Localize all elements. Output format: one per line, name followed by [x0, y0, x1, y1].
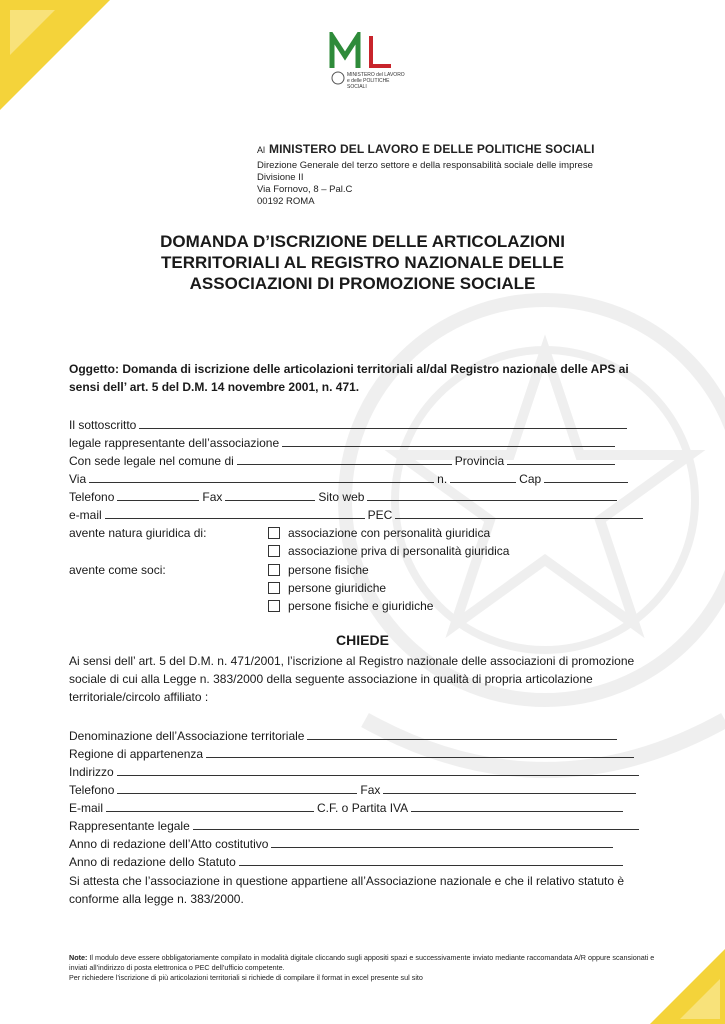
label-cap: Cap	[519, 472, 542, 486]
comune-field[interactable]	[237, 453, 452, 465]
cap-field[interactable]	[544, 471, 628, 483]
subject-text: Oggetto: Domanda di iscrizione delle articolazioni territoriali al/dal Registro nazionale delle APS ai sensi dell’ art. 5 del D.M. 14 novembre 2001, n. 471.	[69, 362, 629, 394]
logo-caption-line2: e delle POLITICHE SOCIALI	[347, 78, 390, 90]
regione-field[interactable]	[206, 746, 634, 758]
label-rappresentante: Rappresentante legale	[69, 819, 190, 833]
label-fax: Fax	[360, 783, 381, 797]
label-email: e-mail	[69, 508, 102, 522]
logo-caption-line1: MINISTERO del LAVORO	[347, 72, 405, 78]
natura-option[interactable]	[268, 525, 490, 541]
form-row-regione	[69, 746, 637, 762]
form-row-atto	[69, 836, 616, 852]
label-sottoscritto: Il sottoscritto	[69, 418, 137, 432]
checkbox[interactable]	[268, 527, 280, 539]
denominazione-field[interactable]	[307, 728, 617, 740]
label-indirizzo: Indirizzo	[69, 765, 114, 779]
form-row-indirizzo	[69, 764, 642, 780]
sito-web-field[interactable]	[367, 489, 617, 501]
email-field[interactable]	[106, 800, 314, 812]
corner-decoration-top-left	[0, 0, 110, 110]
recipient-prefix: Al	[257, 145, 266, 155]
option-label: persone fisiche e giuridiche	[288, 599, 434, 613]
recipient-line: 00192 ROMA	[257, 196, 315, 207]
note-text: Il modulo deve essere obbligatoriamente compilato in modalità digitale cliccando sugli appositi spazi e successivamente inviato mediante raccomandata A/R oppure scansionati e inviati all’indirizzo di posta elettronica o PEC dell’ufficio competente.	[69, 953, 655, 972]
label-pec: PEC	[367, 508, 393, 522]
form-row-email	[69, 507, 646, 523]
sottoscritto-field[interactable]	[139, 417, 627, 429]
fax-field[interactable]	[225, 489, 315, 501]
indirizzo-field[interactable]	[117, 764, 639, 776]
numero-field[interactable]	[450, 471, 516, 483]
checkbox[interactable]	[268, 600, 280, 612]
legale-field[interactable]	[282, 435, 615, 447]
form-row-legale	[69, 435, 618, 451]
statuto-field[interactable]	[239, 854, 623, 866]
title-line: DOMANDA D’ISCRIZIONE DELLE ARTICOLAZIONI	[160, 232, 565, 251]
checkbox[interactable]	[268, 564, 280, 576]
footer-note	[69, 953, 669, 983]
form-row-sottoscritto	[69, 417, 630, 433]
pec-field[interactable]	[395, 507, 643, 519]
checkbox[interactable]	[268, 545, 280, 557]
chiede-paragraph: Ai sensi dell’ art. 5 del D.M. n. 471/2001, l’iscrizione al Registro nazionale delle associazioni di promozione sociale di cui alla Legge n. 383/2000 della seguente associazione in qualità di propria articolazione territoriale/circolo affiliato :	[69, 654, 635, 704]
soci-option[interactable]	[268, 598, 433, 614]
label-atto: Anno di redazione dell’Atto costitutivo	[69, 837, 269, 851]
natura-label: avente natura giuridica di:	[69, 526, 207, 540]
label-telefono: Telefono	[69, 490, 115, 504]
atto-field[interactable]	[271, 836, 613, 848]
label-numero: n.	[437, 472, 448, 486]
email-field[interactable]	[105, 507, 365, 519]
label-provincia: Provincia	[454, 454, 505, 468]
label-cf-piva: C.F. o Partita IVA	[317, 801, 409, 815]
via-field[interactable]	[89, 471, 434, 483]
title-line: TERRITORIALI AL REGISTRO NAZIONALE DELLE	[161, 253, 564, 272]
option-label: associazione priva di personalità giuridica	[288, 544, 510, 558]
form-row-sede	[69, 453, 618, 469]
natura-option[interactable]	[268, 543, 509, 559]
cf-piva-field[interactable]	[411, 800, 623, 812]
recipient-line: Divisione II	[257, 172, 304, 183]
note-label: Note:	[69, 953, 88, 962]
recipient-line: Via Fornovo, 8 – Pal.C	[257, 184, 353, 195]
option-label: persone fisiche	[288, 563, 369, 577]
telefono-field[interactable]	[117, 489, 199, 501]
provincia-field[interactable]	[507, 453, 615, 465]
recipient-line: Direzione Generale del terzo settore e della responsabilità sociale delle imprese	[257, 160, 593, 171]
form-row-telefono	[69, 489, 620, 505]
recipient-ministry: MINISTERO DEL LAVORO E DELLE POLITICHE SOCIALI	[269, 142, 595, 156]
label-sito-web: Sito web	[318, 490, 365, 504]
label-via: Via	[69, 472, 87, 486]
attesta-paragraph: Si attesta che l’associazione in questione appartiene all’Associazione nazionale e che il relativo statuto è conforme alla legge n. 383/2000.	[69, 874, 625, 906]
label-email: E-mail	[69, 801, 104, 815]
checkbox[interactable]	[268, 582, 280, 594]
label-denominazione: Denominazione dell’Associazione territoriale	[69, 729, 305, 743]
chiede-heading: CHIEDE	[336, 632, 389, 648]
option-label: persone giuridiche	[288, 581, 387, 595]
form-row-email2	[69, 800, 626, 816]
soci-option[interactable]	[268, 580, 386, 596]
form-row-rappresentante	[69, 818, 642, 834]
title-line: ASSOCIAZIONI DI PROMOZIONE SOCIALE	[189, 274, 536, 293]
form-row-telefono2	[69, 782, 639, 798]
label-legale: legale rappresentante dell’associazione	[69, 436, 280, 450]
document-title	[90, 231, 635, 294]
form-row-statuto	[69, 854, 626, 870]
telefono-field[interactable]	[117, 782, 357, 794]
label-fax: Fax	[202, 490, 223, 504]
fax-field[interactable]	[383, 782, 636, 794]
note-text: Per richiedere l’iscrizione di più articolazioni territoriali si richiede di compilare il format in excel presente sul sito	[69, 973, 423, 982]
label-statuto: Anno di redazione dello Statuto	[69, 855, 236, 869]
recipient-address	[257, 143, 595, 208]
soci-option[interactable]	[268, 562, 369, 578]
rappresentante-field[interactable]	[193, 818, 639, 830]
logo-caption	[347, 72, 407, 90]
label-sede: Con sede legale nel comune di	[69, 454, 234, 468]
form-row-denominazione	[69, 728, 620, 744]
option-label: associazione con personalità giuridica	[288, 526, 491, 540]
form-row-via	[69, 471, 631, 487]
soci-label: avente come soci:	[69, 563, 166, 577]
label-telefono: Telefono	[69, 783, 115, 797]
label-regione: Regione di appartenenza	[69, 747, 204, 761]
